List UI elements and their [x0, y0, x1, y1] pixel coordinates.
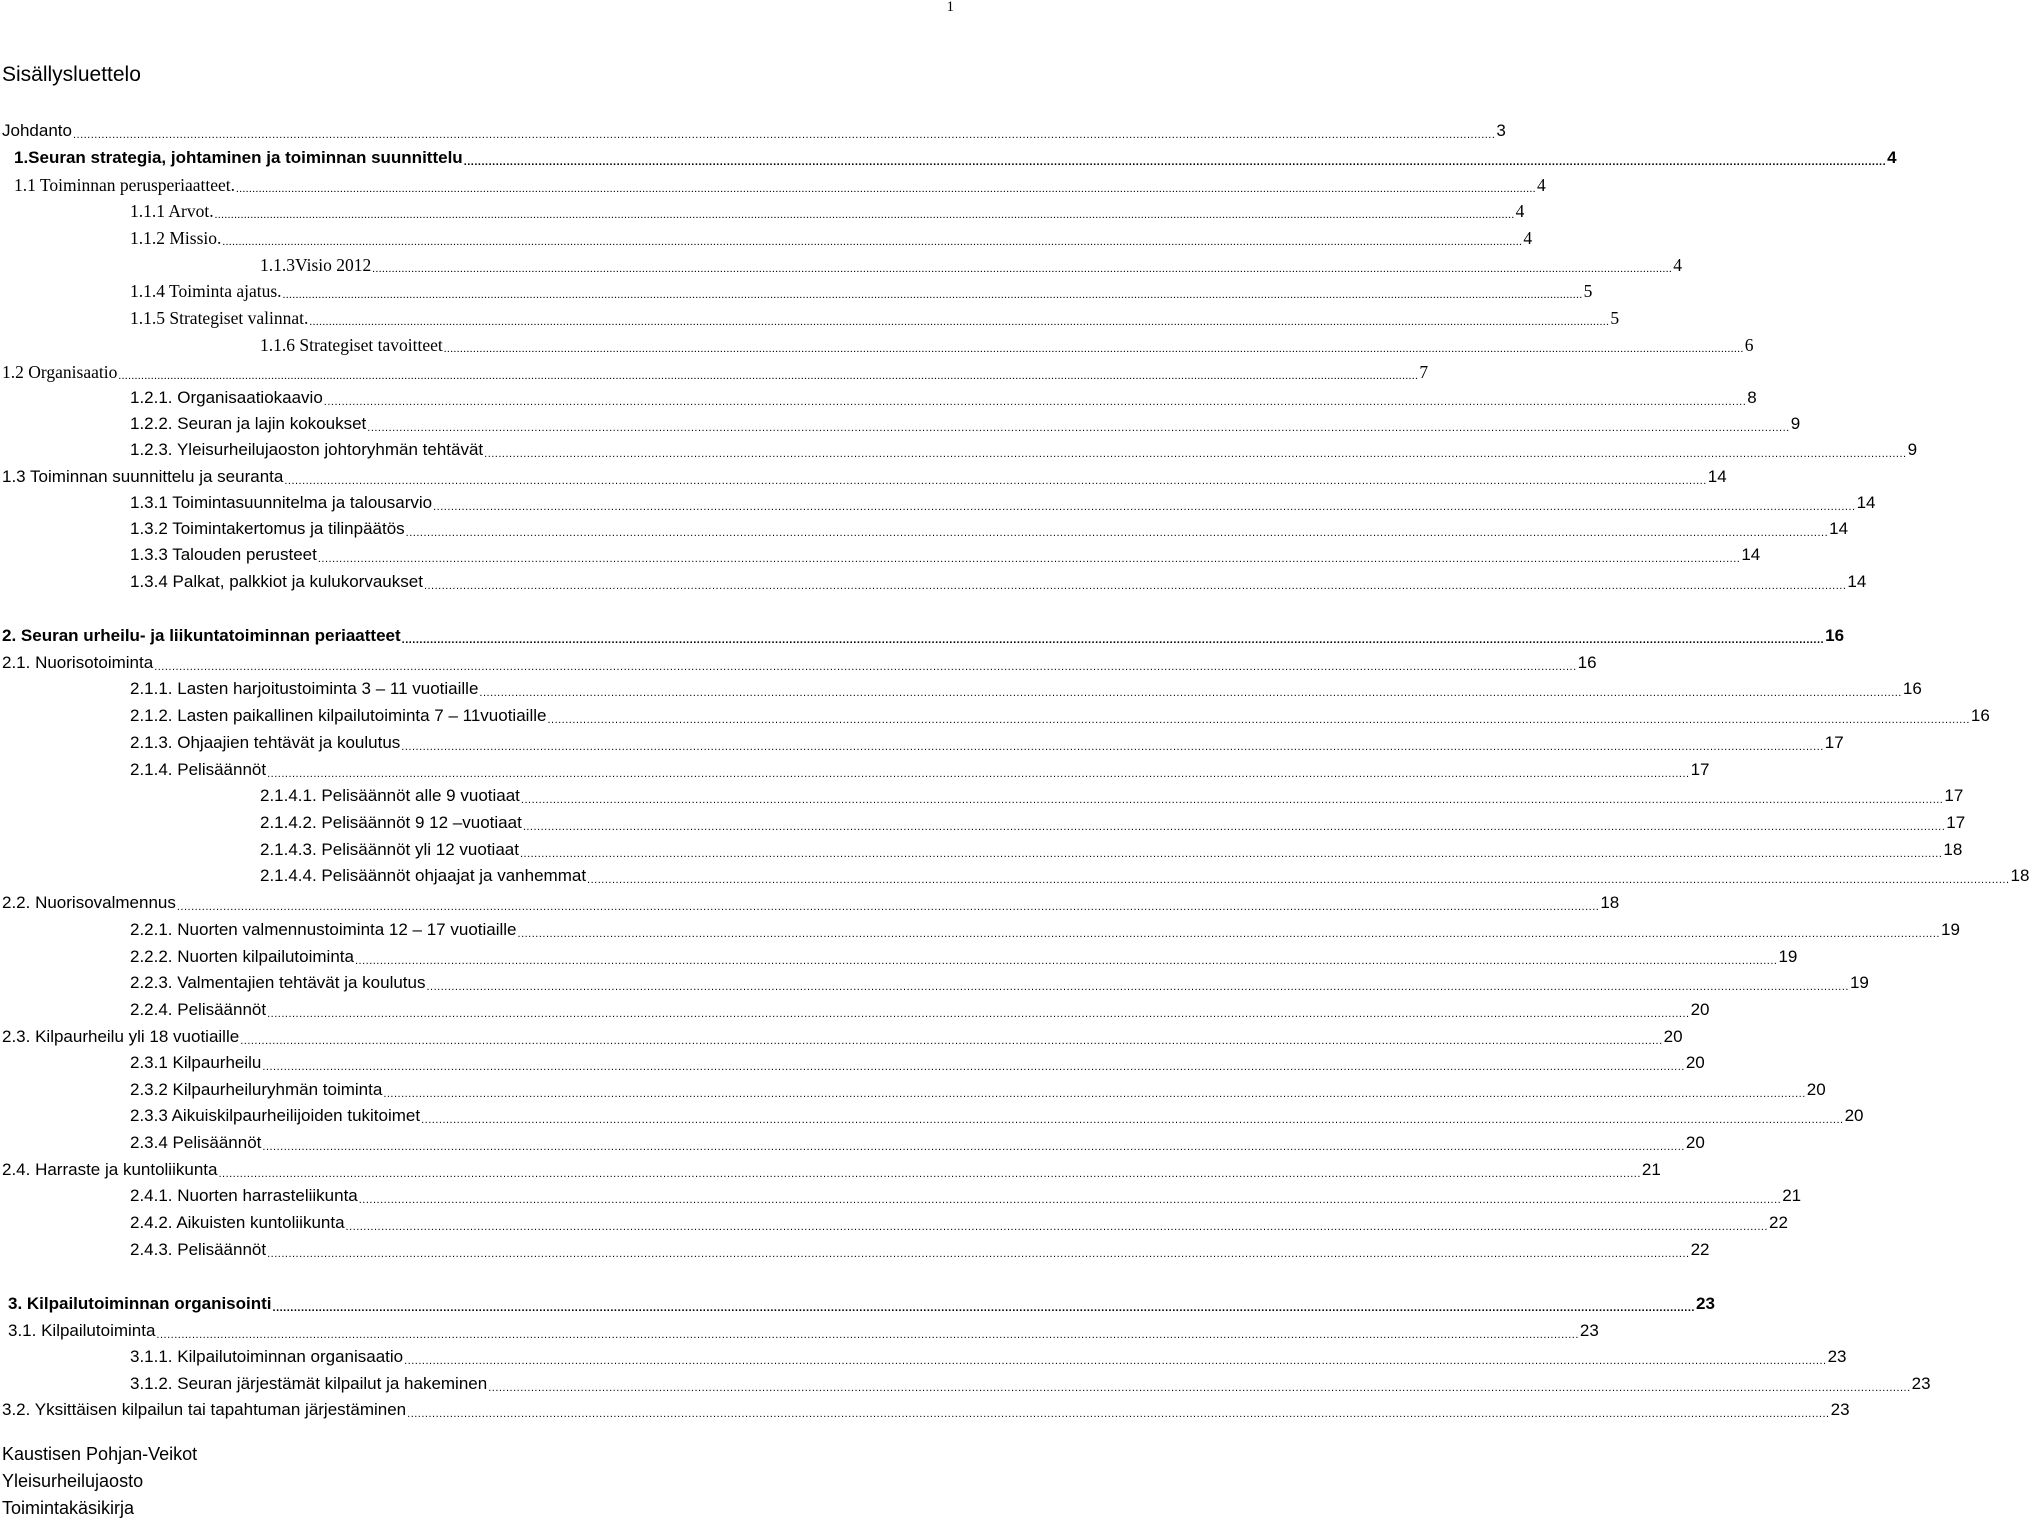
toc-entry-page: 16 [1970, 706, 1990, 725]
toc-dot-leader: ................................................................................................................................................................................................................................................................................................................................................................................................................ [401, 741, 1824, 753]
toc-entry-title: 1.1.2 Missio. [130, 228, 222, 248]
toc-entry[interactable] [2, 891, 1620, 915]
toc-entry[interactable] [130, 543, 1761, 567]
toc-dot-leader: ................................................................................................................................................................................................................................................................................................................................................................................................................ [309, 316, 1610, 328]
toc-entry-title: 1.3.4 Palkat, palkkiot ja kulukorvaukset [130, 572, 423, 591]
toc-entry-page: 19 [1778, 947, 1798, 966]
toc-entry-title: 3.2. Yksittäisen kilpailun tai tapahtuman järjestäminen [2, 1400, 407, 1419]
toc-dot-leader: ................................................................................................................................................................................................................................................................................................................................................................................................................ [426, 981, 1849, 993]
toc-dot-leader: ................................................................................................................................................................................................................................................................................................................................................................................................................ [519, 848, 1943, 860]
toc-entry[interactable] [130, 945, 1798, 969]
toc-entry-page: 9 [1790, 414, 1801, 433]
toc-entry-title: 1.1.3Visio 2012 [260, 255, 372, 275]
toc-entry-page: 6 [1744, 335, 1754, 355]
page-number: 1 [946, 0, 954, 15]
toc-entry-page: 23 [1695, 1294, 1715, 1313]
toc-heading: Sisällysluettelo [2, 63, 141, 86]
toc-entry-title: 1.2.1. Organisaatiokaavio [130, 388, 323, 407]
toc-entry-page: 8 [1747, 388, 1757, 407]
toc-entry-title: 1.2 Organisaatio [2, 362, 118, 382]
toc-entry-page: 4 [1523, 228, 1533, 248]
toc-dot-leader: ................................................................................................................................................................................................................................................................................................................................................................................................................ [267, 768, 1690, 780]
toc-entry-page: 14 [1856, 493, 1876, 512]
toc-entry[interactable] [260, 253, 1682, 277]
toc-entry-page: 23 [1911, 1374, 1931, 1393]
toc-entry-page: 17 [1824, 733, 1844, 752]
toc-entry-title: 2.4.2. Aikuisten kuntoliikunta [130, 1213, 345, 1232]
toc-entry-title: 1.3.3 Talouden perusteet [130, 545, 317, 564]
toc-entry[interactable] [260, 811, 1966, 835]
toc-dot-leader: ................................................................................................................................................................................................................................................................................................................................................................................................................ [156, 1329, 1579, 1341]
toc-entry-page: 14 [1847, 572, 1867, 591]
toc-dot-leader: ................................................................................................................................................................................................................................................................................................................................................................................................................ [214, 209, 1515, 221]
toc-dot-leader: ................................................................................................................................................................................................................................................................................................................................................................................................................ [372, 263, 1673, 275]
toc-entry-page: 5 [1583, 281, 1593, 301]
toc-entry-page: 19 [1940, 920, 1960, 939]
toc-entry-page: 20 [1690, 1000, 1710, 1019]
footer-line-doc-title: Toimintakäsikirja [2, 1498, 135, 1518]
toc-entry[interactable] [130, 971, 1869, 995]
toc-entry-page: 14 [1741, 545, 1761, 564]
toc-entry[interactable] [130, 1104, 1864, 1128]
toc-entry[interactable] [130, 918, 1960, 942]
toc-entry-page: 22 [1690, 1240, 1710, 1259]
toc-entry-page: 18 [1943, 840, 1963, 859]
toc-entry[interactable] [2, 1398, 1850, 1422]
toc-dot-leader: ................................................................................................................................................................................................................................................................................................................................................................................................................ [354, 955, 1778, 967]
toc-entry-page: 5 [1610, 308, 1620, 328]
toc-dot-leader: ................................................................................................................................................................................................................................................................................................................................................................................................................ [433, 501, 1856, 513]
toc-entry-page: 16 [1577, 653, 1597, 672]
toc-entry-title: 1.1 Toiminnan perusperiaatteet. [14, 175, 236, 195]
toc-entry-title: 2.1.4.2. Pelisäännöt 9 12 –vuotiaat [260, 813, 522, 832]
toc-dot-leader: ................................................................................................................................................................................................................................................................................................................................................................................................................ [367, 422, 1790, 434]
footer-line-club: Kaustisen Pohjan-Veikot [2, 1444, 198, 1464]
toc-dot-leader: ................................................................................................................................................................................................................................................................................................................................................................................................................ [463, 156, 1887, 168]
toc-entry-title: 2.1. Nuorisotoiminta [2, 653, 154, 672]
toc-entry[interactable] [130, 1238, 1710, 1262]
toc-entry-title: 2.3.2 Kilpaurheiluryhmän toiminta [130, 1080, 383, 1099]
toc-entry[interactable] [130, 704, 1990, 728]
footer [2, 1441, 197, 1522]
toc-entry-title: 1.3.1 Toimintasuunnitelma ja talousarvio [130, 493, 433, 512]
toc-entry-page: 19 [1849, 973, 1869, 992]
toc-dot-leader: ................................................................................................................................................................................................................................................................................................................................................................................................................ [520, 794, 1944, 806]
toc-entry[interactable] [130, 677, 1922, 701]
toc-entry-page: 23 [1830, 1400, 1850, 1419]
toc-entry-page: 4 [1537, 175, 1546, 195]
toc-entry[interactable] [14, 173, 1546, 197]
toc-entry[interactable] [130, 279, 1593, 303]
toc-entry[interactable] [260, 838, 1963, 862]
toc-entry-title: 3.1.2. Seuran järjestämät kilpailut ja hakeminen [130, 1374, 488, 1393]
toc-entry[interactable] [130, 1184, 1802, 1208]
toc-entry-title: 2.4.1. Nuorten harrasteliikunta [130, 1186, 358, 1205]
toc-dot-leader: ................................................................................................................................................................................................................................................................................................................................................................................................................ [262, 1141, 1685, 1153]
toc-entry[interactable] [130, 386, 1757, 410]
toc-entry[interactable] [130, 570, 1867, 594]
footer-line-section: Yleisurheilujaosto [2, 1471, 144, 1491]
toc-entry-title: Johdanto [2, 121, 72, 140]
toc-entry-page: 16 [1825, 626, 1845, 645]
toc-entry[interactable] [130, 412, 1801, 436]
toc-entry-title: 2.4. Harraste ja kuntoliikunta [2, 1160, 218, 1179]
toc-entry-title: 2.3.1 Kilpaurheilu [130, 1053, 262, 1072]
toc-entry-title: 3.1. Kilpailutoiminta [8, 1321, 156, 1340]
toc-dot-leader: ................................................................................................................................................................................................................................................................................................................................................................................................................ [236, 183, 1537, 195]
toc-dot-leader: ................................................................................................................................................................................................................................................................................................................................................................................................................ [72, 129, 1496, 141]
toc-entry[interactable] [2, 360, 1429, 384]
toc-entry-title: 1.2.2. Seuran ja lajin kokoukset [130, 414, 367, 433]
toc-entry-title: 2.2.3. Valmentajien tehtävät ja koulutus [130, 973, 426, 992]
toc-dot-leader: ................................................................................................................................................................................................................................................................................................................................................................................................................ [345, 1221, 1768, 1233]
toc-entry-title: 2.1.4.3. Pelisäännöt yli 12 vuotiaat [260, 840, 519, 859]
toc-entry-title: 2.1.2. Lasten paikallinen kilpailutoiminta 7 – 11vuotiaille [130, 706, 547, 725]
toc-entry-page: 20 [1806, 1080, 1826, 1099]
toc-entry-page: 20 [1685, 1053, 1705, 1072]
toc-entry-page: 20 [1663, 1027, 1683, 1046]
toc-entry[interactable] [130, 1211, 1788, 1235]
toc-dot-leader: ................................................................................................................................................................................................................................................................................................................................................................................................................ [405, 527, 1829, 539]
toc-entry-title: 1.3.2 Toimintakertomus ja tilinpäätös [130, 519, 405, 538]
toc-entry-title: 1.1.4 Toiminta ajatus. [130, 281, 282, 301]
toc-entry[interactable] [130, 1345, 1847, 1369]
toc-dot-leader: ................................................................................................................................................................................................................................................................................................................................................................................................................ [262, 1061, 1685, 1073]
toc-entry-title: 1.1.5 Strategiset valinnat. [130, 308, 309, 328]
toc-entry-page: 4 [1515, 201, 1525, 221]
toc-entry-page: 4 [1673, 255, 1682, 275]
toc-dot-leader: ................................................................................................................................................................................................................................................................................................................................................................................................................ [284, 475, 1707, 487]
toc-entry-page: 18 [2010, 866, 2029, 885]
toc-dot-leader: ................................................................................................................................................................................................................................................................................................................................................................................................................ [484, 448, 1907, 460]
toc-entry-title: 1.1.6 Strategiset tavoitteet [260, 335, 443, 355]
toc-entry-title: 2.1.1. Lasten harjoitustoiminta 3 – 11 vuotiaille [130, 679, 479, 698]
toc-dot-leader: ................................................................................................................................................................................................................................................................................................................................................................................................................ [423, 580, 1847, 592]
toc-entry-title: 2.2. Nuorisovalmennus [2, 893, 176, 912]
toc-entry-page: 4 [1887, 148, 1897, 167]
toc-entry[interactable] [130, 226, 1533, 250]
toc-dot-leader: ................................................................................................................................................................................................................................................................................................................................................................................................................ [404, 1355, 1827, 1367]
toc-entry-title: 1.2.3. Yleisurheilujaoston johtoryhmän tehtävät [130, 440, 484, 459]
toc-entry-title: 2.4.3. Pelisäännöt [130, 1240, 267, 1259]
toc-entry-title: 3.1.1. Kilpailutoiminnan organisaatio [130, 1347, 404, 1366]
toc-dot-leader: ................................................................................................................................................................................................................................................................................................................................................................................................................ [317, 553, 1741, 565]
toc-dot-leader: ................................................................................................................................................................................................................................................................................................................................................................................................................ [383, 1088, 1806, 1100]
toc-dot-leader: ................................................................................................................................................................................................................................................................................................................................................................................................................ [154, 661, 1577, 673]
toc-entry[interactable] [14, 146, 1897, 170]
toc-entry[interactable] [130, 438, 1918, 462]
toc-entry-title: 1.3 Toiminnan suunnittelu ja seuranta [2, 467, 284, 486]
toc-entry-title: 2.2.2. Nuorten kilpailutoiminta [130, 947, 354, 966]
toc-entry[interactable] [2, 651, 1597, 675]
toc-entry-title: 3. Kilpailutoiminnan organisointi [8, 1294, 272, 1313]
toc-dot-leader: ................................................................................................................................................................................................................................................................................................................................................................................................................ [522, 821, 1946, 833]
toc-entry[interactable] [130, 1051, 1705, 1075]
toc-entry[interactable] [130, 491, 1876, 515]
toc-entry[interactable] [260, 784, 1964, 808]
toc-entry[interactable] [2, 119, 1506, 143]
toc-dot-leader: ................................................................................................................................................................................................................................................................................................................................................................................................................ [282, 289, 1583, 301]
toc-entry-title: 2.1.4.4. Pelisäännöt ohjaajat ja vanhemmat [260, 866, 587, 885]
toc-dot-leader: ................................................................................................................................................................................................................................................................................................................................................................................................................ [407, 1408, 1830, 1420]
toc-entry[interactable] [130, 998, 1710, 1022]
toc-entry-title: 2.3.3 Aikuiskilpaurheilijoiden tukitoimet [130, 1106, 421, 1125]
toc-entry[interactable] [2, 465, 1727, 489]
toc-entry-page: 7 [1419, 362, 1429, 382]
toc-entry-page: 23 [1827, 1347, 1847, 1366]
toc-dot-leader: ................................................................................................................................................................................................................................................................................................................................................................................................................ [176, 901, 1600, 913]
toc-entry-title: 1.1.1 Arvot. [130, 201, 214, 221]
toc-entry[interactable] [130, 517, 1849, 541]
toc-entry-page: 16 [1902, 679, 1922, 698]
toc-entry-title: 2.3. Kilpaurheilu yli 18 vuotiaille [2, 1027, 240, 1046]
toc-dot-leader: ................................................................................................................................................................................................................................................................................................................................................................................................................ [443, 343, 1744, 355]
toc-dot-leader: ................................................................................................................................................................................................................................................................................................................................................................................................................ [272, 1302, 1695, 1314]
toc-dot-leader: ................................................................................................................................................................................................................................................................................................................................................................................................................ [240, 1035, 1663, 1047]
toc-entry[interactable] [130, 1372, 1931, 1396]
toc-entry-page: 18 [1600, 893, 1620, 912]
toc-entry[interactable] [8, 1319, 1599, 1343]
toc-entry-title: 2.1.3. Ohjaajien tehtävät ja koulutus [130, 733, 401, 752]
toc-dot-leader: ................................................................................................................................................................................................................................................................................................................................................................................................................ [401, 634, 1825, 646]
toc-dot-leader: ................................................................................................................................................................................................................................................................................................................................................................................................................ [421, 1114, 1844, 1126]
toc-entry[interactable] [8, 1292, 1715, 1316]
toc-entry-title: 2. Seuran urheilu- ja liikuntatoiminnan periaatteet [2, 626, 401, 645]
toc-entry-title: 2.1.4. Pelisäännöt [130, 760, 267, 779]
toc-entry-page: 14 [1707, 467, 1727, 486]
toc-entry[interactable] [130, 199, 1525, 223]
toc-entry[interactable] [260, 864, 2029, 888]
toc-entry-page: 17 [1944, 786, 1964, 805]
toc-entry[interactable] [2, 624, 1845, 648]
toc-dot-leader: ................................................................................................................................................................................................................................................................................................................................................................................................................ [118, 370, 1419, 382]
toc-entry-title: 2.3.4 Pelisäännöt [130, 1133, 262, 1152]
toc-dot-leader: ................................................................................................................................................................................................................................................................................................................................................................................................................ [218, 1168, 1641, 1180]
toc-entry-page: 20 [1685, 1133, 1705, 1152]
toc-entry[interactable] [130, 1131, 1705, 1155]
toc-dot-leader: ................................................................................................................................................................................................................................................................................................................................................................................................................ [323, 396, 1747, 408]
toc-entry[interactable] [2, 1025, 1683, 1049]
toc-entry-page: 17 [1690, 760, 1710, 779]
toc-entry-page: 17 [1946, 813, 1966, 832]
toc-entry-page: 20 [1844, 1106, 1864, 1125]
toc-entry-page: 3 [1496, 121, 1506, 140]
toc-entry-page: 21 [1641, 1160, 1661, 1179]
toc-dot-leader: ................................................................................................................................................................................................................................................................................................................................................................................................................ [222, 236, 1523, 248]
toc-dot-leader: ................................................................................................................................................................................................................................................................................................................................................................................................................ [358, 1194, 1782, 1206]
toc-dot-leader: ................................................................................................................................................................................................................................................................................................................................................................................................................ [267, 1248, 1690, 1260]
toc-dot-leader: ................................................................................................................................................................................................................................................................................................................................................................................................................ [587, 874, 2010, 886]
toc-entry-title: 2.1.4.1. Pelisäännöt alle 9 vuotiaat [260, 786, 520, 805]
toc-dot-leader: ................................................................................................................................................................................................................................................................................................................................................................................................................ [479, 687, 1902, 699]
toc-entry-page: 9 [1907, 440, 1918, 459]
toc-entry-title: 2.2.4. Pelisäännöt [130, 1000, 267, 1019]
toc-entry[interactable] [130, 1078, 1826, 1102]
toc-entry-page: 21 [1782, 1186, 1802, 1205]
toc-dot-leader: ................................................................................................................................................................................................................................................................................................................................................................................................................ [517, 928, 1940, 940]
toc-entry-page: 23 [1579, 1321, 1599, 1340]
toc-entry[interactable] [130, 306, 1620, 330]
toc-entry[interactable] [2, 1158, 1661, 1182]
toc-entry-title: 2.2.1. Nuorten valmennustoiminta 12 – 17 vuotiaille [130, 920, 517, 939]
toc-entry-title: 1.Seuran strategia, johtaminen ja toiminnan suunnittelu [14, 148, 463, 167]
toc-dot-leader: ................................................................................................................................................................................................................................................................................................................................................................................................................ [547, 714, 1970, 726]
toc-dot-leader: ................................................................................................................................................................................................................................................................................................................................................................................................................ [488, 1382, 1911, 1394]
toc-entry[interactable] [130, 731, 1844, 755]
toc-entry-page: 22 [1769, 1213, 1788, 1232]
toc-entry[interactable] [260, 333, 1754, 357]
toc-entry[interactable] [130, 758, 1710, 782]
toc-entry-page: 14 [1829, 519, 1849, 538]
toc-dot-leader: ................................................................................................................................................................................................................................................................................................................................................................................................................ [267, 1008, 1690, 1020]
